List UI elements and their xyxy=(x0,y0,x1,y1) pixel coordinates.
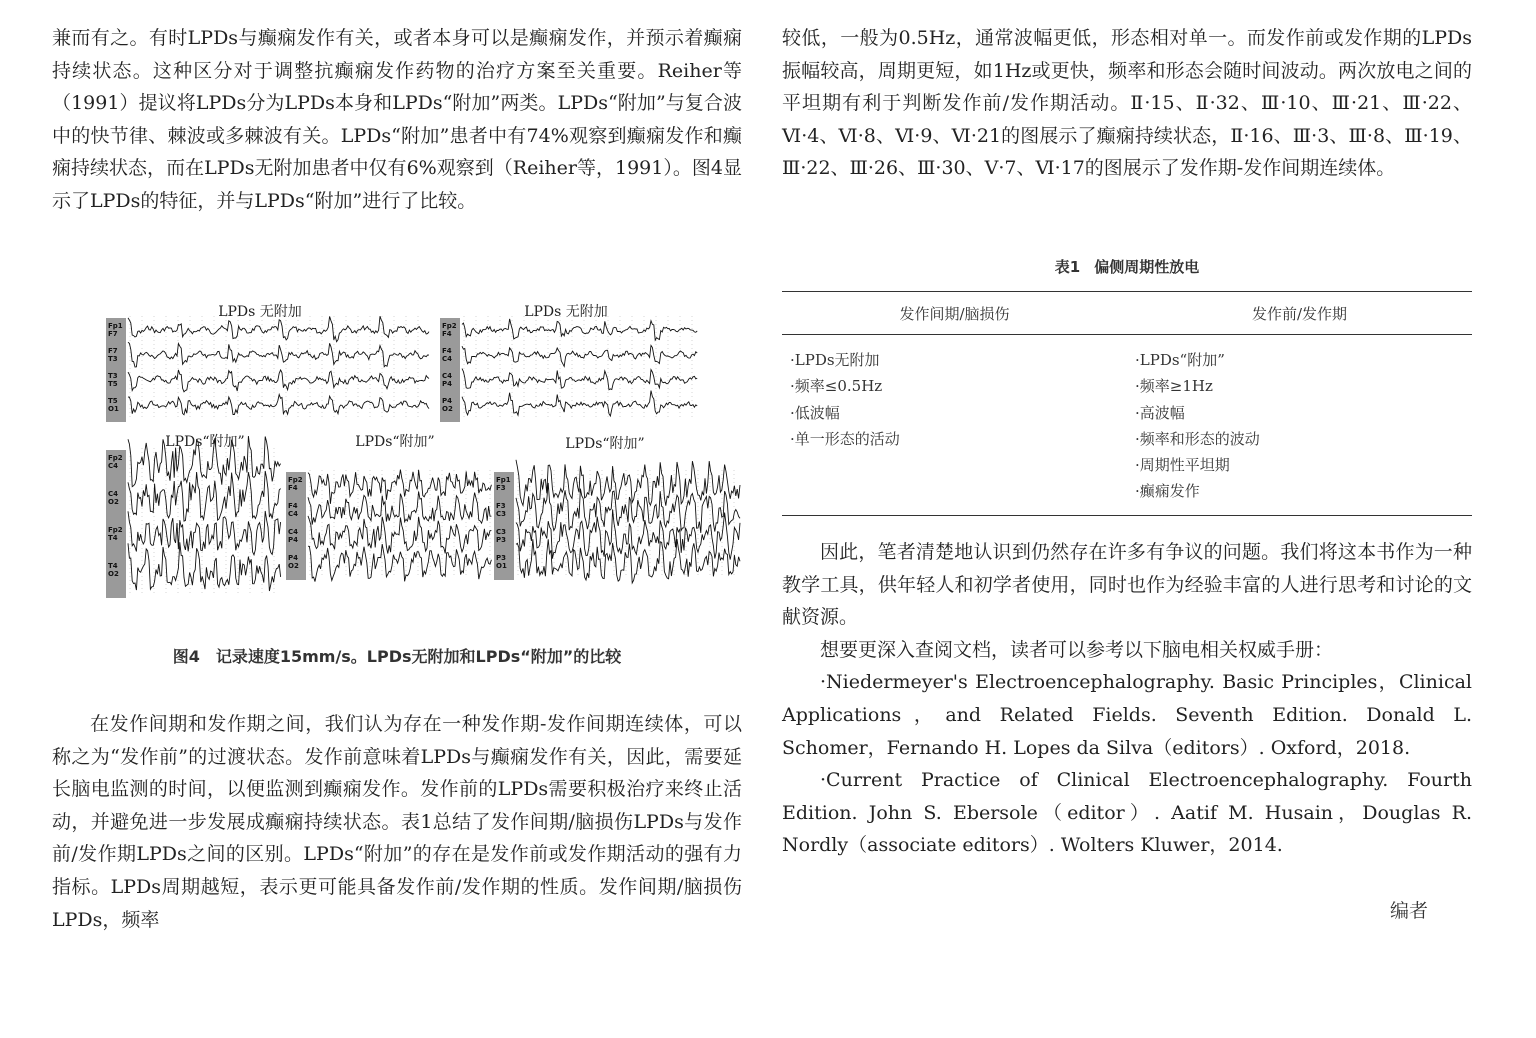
svg-text:C4: C4 xyxy=(442,372,453,380)
svg-text:P4: P4 xyxy=(288,536,299,544)
lpd-table xyxy=(782,291,1472,516)
svg-text:O2: O2 xyxy=(108,498,119,506)
svg-text:P3: P3 xyxy=(496,536,507,544)
table-1 xyxy=(782,256,1472,516)
panel-label-d: LPDs“附加” xyxy=(355,434,435,450)
svg-text:C3: C3 xyxy=(496,528,507,536)
svg-text:P3: P3 xyxy=(496,554,507,562)
list-item: ·高波幅 xyxy=(1135,403,1185,422)
svg-text:F7: F7 xyxy=(108,330,118,338)
list-item: ·频率和形态的波动 xyxy=(1135,429,1260,448)
svg-text:C4: C4 xyxy=(108,462,119,470)
svg-text:F4: F4 xyxy=(288,484,298,492)
svg-text:Fp2: Fp2 xyxy=(288,476,303,484)
table-cell-ictal xyxy=(1127,335,1472,516)
frequency-paragraph: 较低，一般为0.5Hz，通常波幅更低，形态相对单一。而发作前或发作期的LPDs振幅较高，周期更短，如1Hz或更快，频率和形态会随时间波动。两次放电之间的平坦期有利于判断发作前/发作期活动。Ⅱ·15、Ⅱ·32、Ⅲ·10、Ⅲ·21、Ⅲ·22、Ⅵ·4、Ⅵ·8、Ⅵ·9、Ⅵ·21的图展示了癫痫持续状态，Ⅱ·16、Ⅲ·3、Ⅲ·8、Ⅲ·19、Ⅲ·22、Ⅲ·26、Ⅲ·30、Ⅴ·7、Ⅵ·17的图展示了发作期-发作间期连续体。 xyxy=(782,27,1472,180)
table-number: 表1 xyxy=(1054,258,1081,276)
right-column-bottom xyxy=(782,536,1472,862)
figure-number: 图4 xyxy=(172,647,200,666)
svg-text:T3: T3 xyxy=(108,355,118,363)
list-item: ·癫痫发作 xyxy=(1135,482,1200,501)
svg-text:F7: F7 xyxy=(108,347,118,355)
conclusion-paragraph: 因此，笔者清楚地认识到仍然存在许多有争议的问题。我们将这本书作为一种教学工具，供年轻人和初学者使用，同时也作为经验丰富的人进行思考和讨论的文献资源。 xyxy=(782,541,1472,629)
svg-text:T4: T4 xyxy=(108,562,118,570)
svg-text:Fp2: Fp2 xyxy=(442,322,457,330)
svg-text:F3: F3 xyxy=(496,502,506,510)
svg-text:C4: C4 xyxy=(442,355,453,363)
svg-text:Fp1: Fp1 xyxy=(496,476,511,484)
svg-text:O2: O2 xyxy=(108,570,119,578)
table-header-row xyxy=(782,292,1472,335)
svg-text:O1: O1 xyxy=(108,405,119,413)
channel-labels xyxy=(108,322,511,578)
svg-text:O2: O2 xyxy=(442,405,453,413)
figure-4 xyxy=(52,296,742,676)
intro-paragraph: 兼而有之。有时LPDs与癫痫发作有关，或者本身可以是癫痫发作，并预示着癫痫持续状态。这种区分对于调整抗癫痫发作药物的治疗方案至关重要。Reiher等（1991）提议将LPDs分为LPDs本身和LPDs“附加”两类。LPDs“附加”与复合波中的快节律、棘波或多棘波有关。LPDs“附加”患者中有74%观察到癫痫发作和癫痫持续状态，而在LPDs无附加患者中仅有6%观察到（Reiher等，1991）。图4显示了LPDs的特征，并与LPDs“附加”进行了比较。 xyxy=(52,27,742,212)
figure-caption xyxy=(52,644,742,667)
eeg-figure xyxy=(100,296,750,636)
table-header-ictal: 发作前/发作期 xyxy=(1127,292,1472,335)
svg-text:F3: F3 xyxy=(496,484,506,492)
svg-text:F4: F4 xyxy=(288,502,298,510)
panel-label-a: LPDs 无附加 xyxy=(218,304,302,320)
table-header-interictal: 发作间期/脑损伤 xyxy=(782,292,1127,335)
svg-text:C4: C4 xyxy=(108,490,119,498)
svg-text:F4: F4 xyxy=(442,330,452,338)
svg-text:T5: T5 xyxy=(108,397,118,405)
eeg-traces xyxy=(128,316,740,591)
editor-signature: 编者 xyxy=(1390,900,1429,922)
reference-2: ·Current Practice of Clinical Electroencephalography. Fourth Edition. John S. Ebersole（editor）. Aatif M. Husain，Douglas R. Nordly（associate editors）. Wolters Kluwer，2014. xyxy=(782,769,1472,857)
list-item: ·LPDs“附加” xyxy=(1135,351,1225,369)
svg-text:P4: P4 xyxy=(442,380,453,388)
table-cell-interictal xyxy=(782,335,1127,516)
svg-text:O1: O1 xyxy=(496,562,507,570)
svg-text:O2: O2 xyxy=(288,562,299,570)
svg-text:T3: T3 xyxy=(108,372,118,380)
svg-text:Fp2: Fp2 xyxy=(108,526,123,534)
svg-text:C3: C3 xyxy=(496,510,507,518)
svg-text:P4: P4 xyxy=(288,554,299,562)
left-column-top xyxy=(52,22,742,218)
list-item: ·LPDs无附加 xyxy=(790,351,880,369)
svg-text:P4: P4 xyxy=(442,397,453,405)
table-row xyxy=(782,335,1472,516)
left-column-bottom xyxy=(52,708,742,936)
svg-text:C4: C4 xyxy=(288,528,299,536)
svg-text:Fp2: Fp2 xyxy=(108,454,123,462)
panel-label-e: LPDs“附加” xyxy=(565,436,645,452)
list-item: ·单一形态的活动 xyxy=(790,429,900,448)
svg-text:C4: C4 xyxy=(288,510,299,518)
svg-text:F4: F4 xyxy=(442,347,452,355)
reference-1: ·Niedermeyer's Electroencephalography. Basic Principles，Clinical Applications，and Related Fields. Seventh Edition. Donald L. Schomer，Fernando H. Lopes da Silva（editors）. Oxford，2018. xyxy=(782,671,1472,759)
svg-text:T4: T4 xyxy=(108,534,118,542)
continuum-paragraph: 在发作间期和发作期之间，我们认为存在一种发作期-发作间期连续体，可以称之为“发作前”的过渡状态。发作前意味着LPDs与癫痫发作有关，因此，需要延长脑电监测的时间，以便监测到癫痫发作。发作前的LPDs需要积极治疗来终止活动，并避免进一步发展成癫痫持续状态。表1总结了发作间期/脑损伤LPDs与发作前/发作期LPDs之间的区别。LPDs“附加”的存在是发作前或发作期活动的强有力指标。LPDs周期越短，表示更可能具备发作前/发作期的性质。发作间期/脑损伤LPDs，频率 xyxy=(52,713,742,931)
reference-intro: 想要更深入查阅文档，读者可以参考以下脑电相关权威手册： xyxy=(820,638,1334,661)
panel-label-c: LPDs“附加” xyxy=(165,434,245,450)
list-item: ·低波幅 xyxy=(790,403,840,422)
table-title-text: 偏侧周期性放电 xyxy=(1094,258,1200,276)
right-column-top xyxy=(782,22,1472,185)
list-item: ·频率≥1Hz xyxy=(1135,377,1213,396)
table-title xyxy=(782,256,1472,277)
list-item: ·频率≤0.5Hz xyxy=(790,377,883,396)
panel-label-b: LPDs 无附加 xyxy=(524,304,608,320)
svg-text:T5: T5 xyxy=(108,380,118,388)
svg-text:Fp1: Fp1 xyxy=(108,322,123,330)
list-item: ·周期性平坦期 xyxy=(1135,456,1230,475)
figure-caption-text: 记录速度15mm/s。LPDs无附加和LPDs“附加”的比较 xyxy=(215,647,622,666)
